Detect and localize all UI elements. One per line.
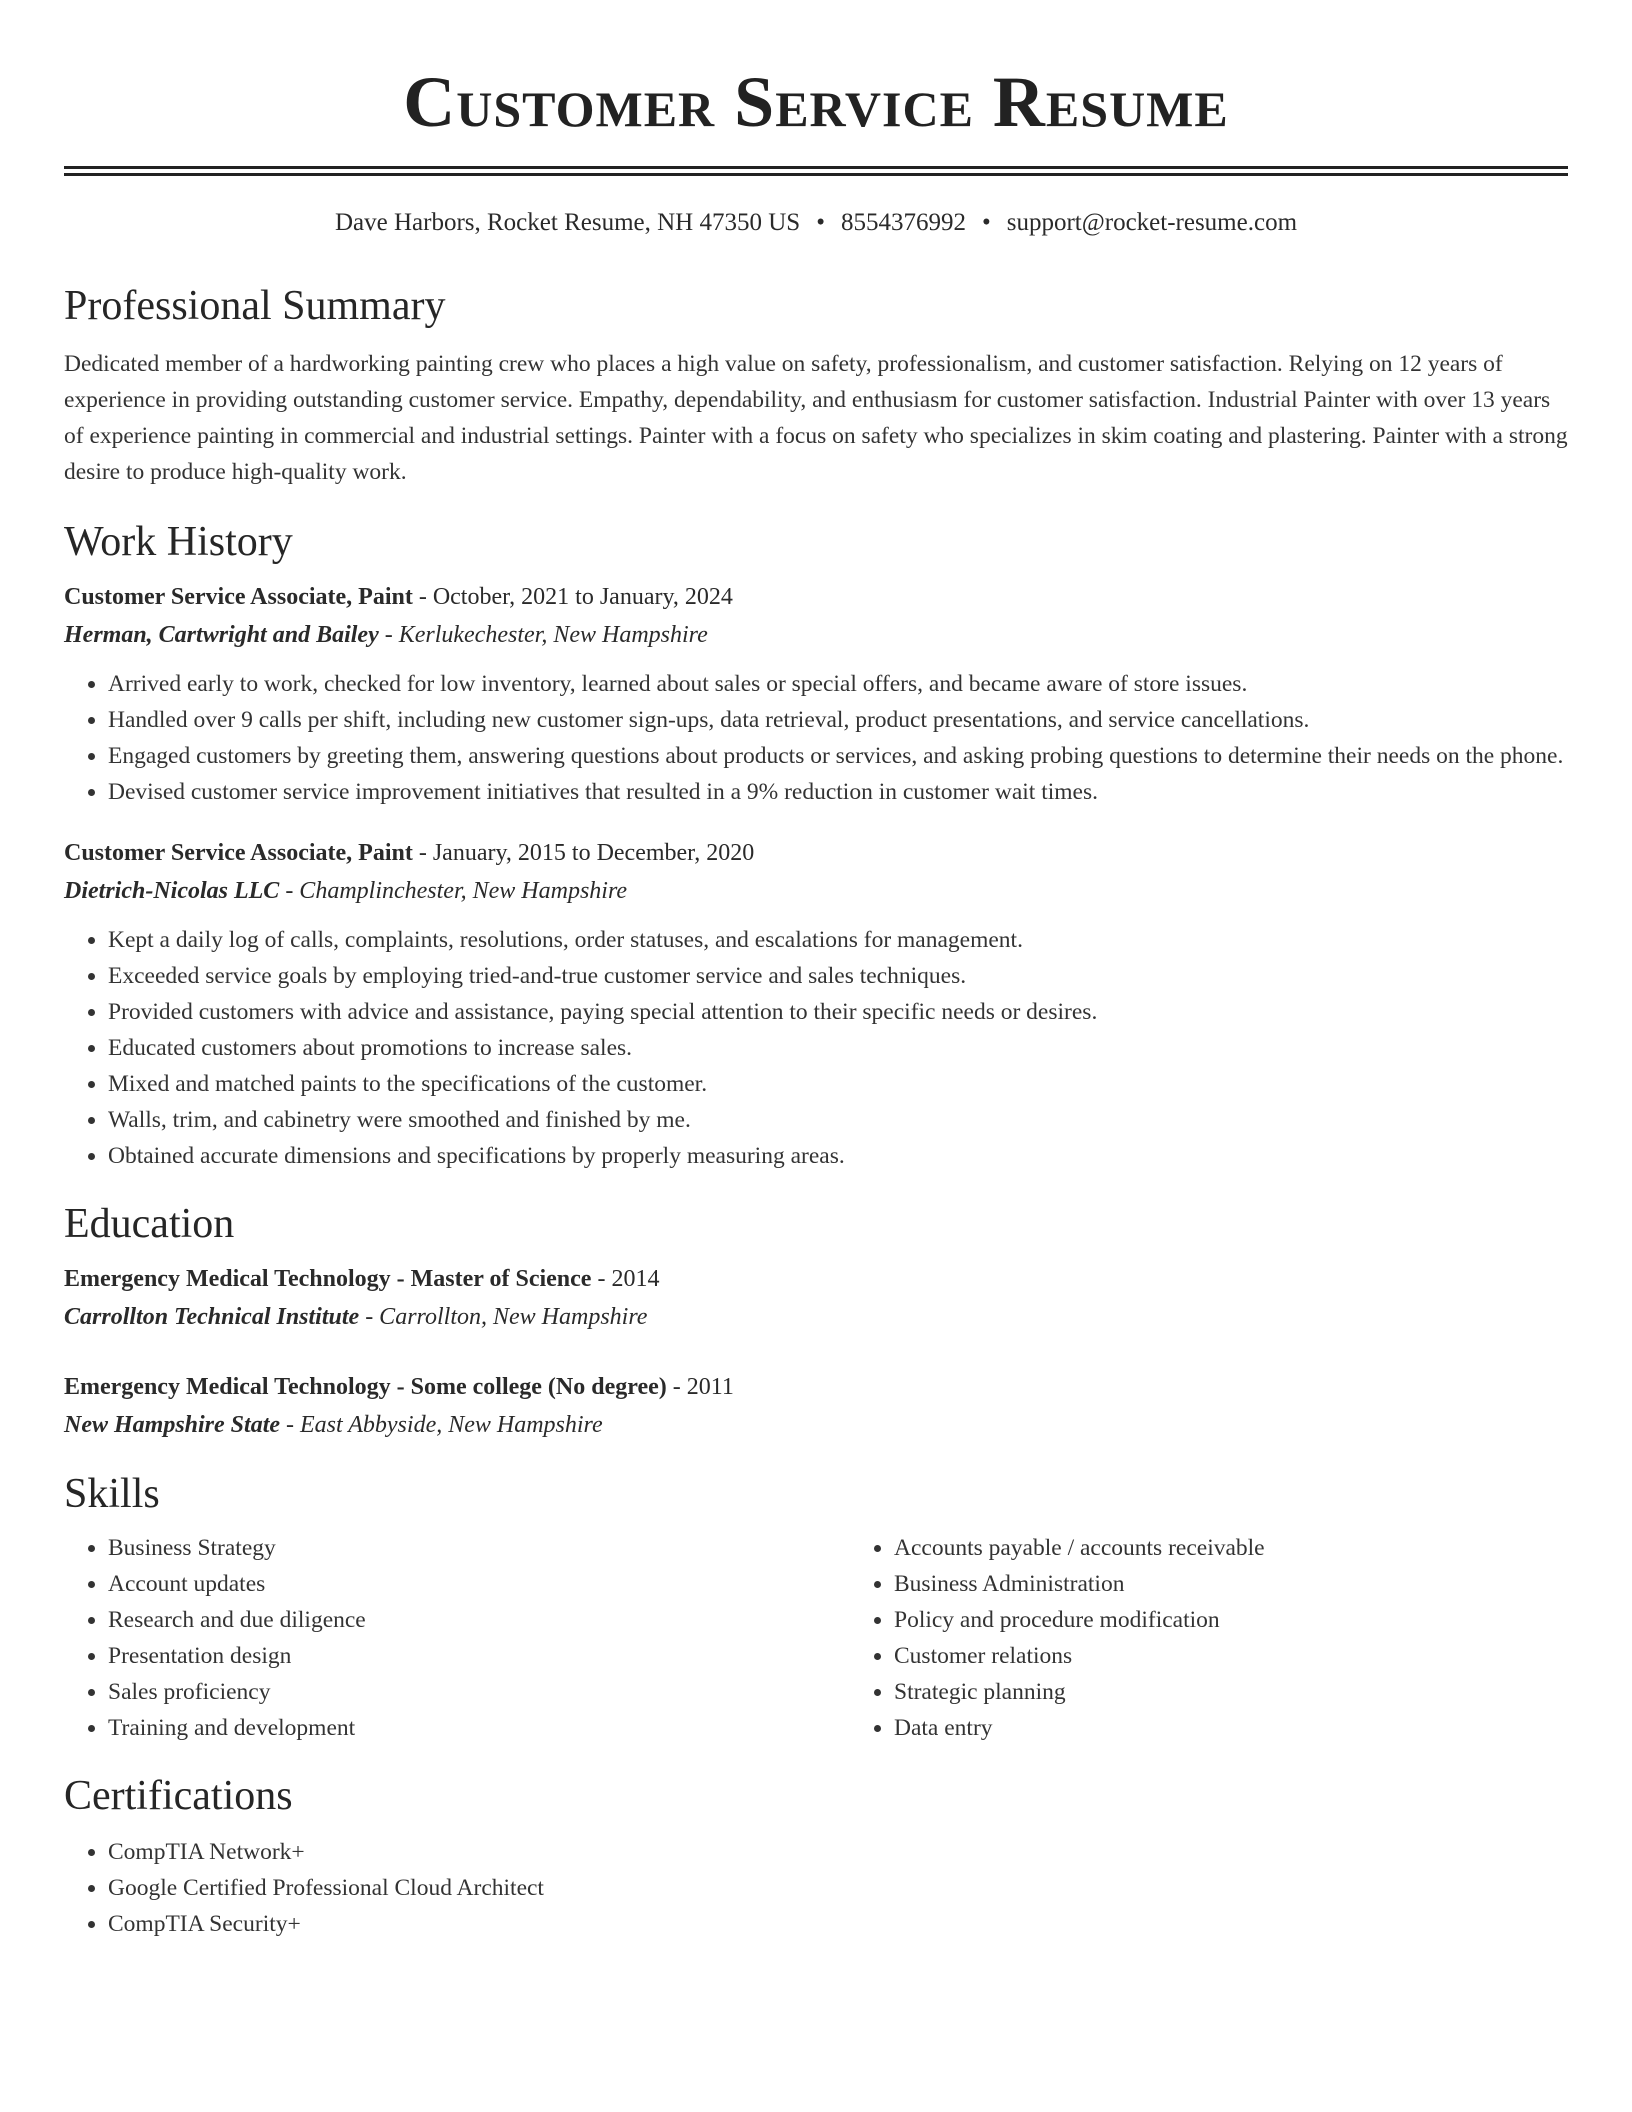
skill-item: • Presentation design [108, 1638, 850, 1674]
skills-list-right [850, 1530, 1568, 1746]
education-entry [64, 1260, 1568, 1336]
job-company: Dietrich-Nicolas LLC [64, 878, 280, 904]
job-duty: • Educated customers about promotions to increase sales. [108, 1030, 1568, 1066]
contact-line [64, 206, 1568, 240]
degree-line [64, 1368, 1568, 1406]
skill-item: • Business Strategy [108, 1530, 850, 1566]
job-duties-list [64, 666, 1568, 810]
certification-item: • CompTIA Network+ [108, 1834, 1568, 1870]
education-entry [64, 1368, 1568, 1444]
skill-item: • Accounts payable / accounts receivable [894, 1530, 1568, 1566]
job-duty: • Obtained accurate dimensions and specifications by properly measuring areas. [108, 1138, 1568, 1174]
job-company-line [64, 616, 1568, 654]
job-company-line [64, 872, 1568, 910]
school-line [64, 1406, 1568, 1444]
degree: Emergency Medical Technology - Master of Science [64, 1266, 592, 1292]
job-duties-list [64, 922, 1568, 1174]
job-entry [64, 578, 1568, 810]
degree-line [64, 1260, 1568, 1298]
job-duty: • Handled over 9 calls per shift, including new customer sign-ups, data retrieval, product presentations, and service cancellations. [108, 702, 1568, 738]
job-location: - Kerlukechester, New Hampshire [378, 622, 708, 648]
job-title-line [64, 834, 1568, 872]
skill-item: • Research and due diligence [108, 1602, 850, 1638]
skill-item: • Strategic planning [894, 1674, 1568, 1710]
job-duty: • Devised customer service improvement initiatives that resulted in a 9% reduction in customer wait times. [108, 774, 1568, 810]
skill-item: • Customer relations [894, 1638, 1568, 1674]
skill-item: • Business Administration [894, 1566, 1568, 1602]
job-duty: • Walls, trim, and cabinetry were smoothed and finished by me. [108, 1102, 1568, 1138]
work-history-heading: Work History [64, 519, 293, 565]
title-divider [64, 166, 1568, 176]
skill-item: • Data entry [894, 1710, 1568, 1746]
school-location: - East Abbyside, New Hampshire [280, 1412, 603, 1438]
job-duty: • Arrived early to work, checked for low inventory, learned about sales or special offers, and became aware of store issues. [108, 666, 1568, 702]
school-line [64, 1298, 1568, 1336]
skills-heading: Skills [64, 1471, 160, 1517]
job-company: Herman, Cartwright and Bailey [64, 622, 379, 648]
school-location: - Carrollton, New Hampshire [359, 1304, 648, 1330]
skills-list-left [64, 1530, 850, 1746]
degree-year: - 2014 [591, 1266, 660, 1292]
job-duty: • Mixed and matched paints to the specifications of the customer. [108, 1066, 1568, 1102]
degree: Emergency Medical Technology - Some college (No degree) [64, 1374, 667, 1400]
skill-item: • Training and development [108, 1710, 850, 1746]
certification-item: • Google Certified Professional Cloud Architect [108, 1870, 1568, 1906]
resume-title: Customer Service Resume [403, 62, 1229, 142]
job-location: - Champlinchester, New Hampshire [279, 878, 628, 904]
summary-text: Dedicated member of a hardworking painting crew who places a high value on safety, professionalism, and customer satisfaction. Relying on 12 years of experience in providing outstanding customer service. Empathy, dependability, and enthusiasm for customer satisfaction. Industrial Painter with over 13 years of experience painting in commercial and industrial settings. Painter with a focus on safety who specializes in skim coating and plastering. Painter with a strong desire to produce high-quality work. [64, 351, 1568, 485]
school-name: Carrollton Technical Institute [64, 1304, 360, 1330]
skill-item: • Account updates [108, 1566, 850, 1602]
job-title-line [64, 578, 1568, 616]
contact-address: Dave Harbors, Rocket Resume, NH 47350 US [334, 209, 801, 236]
contact-separator: • [981, 209, 991, 236]
job-duty: • Kept a daily log of calls, complaints, resolutions, order statuses, and escalations for management. [108, 922, 1568, 958]
skills-columns [64, 1520, 1568, 1746]
job-duty: • Provided customers with advice and assistance, paying special attention to their specific needs or desires. [108, 994, 1568, 1030]
job-duty: • Exceeded service goals by employing tried-and-true customer service and sales techniques. [108, 958, 1568, 994]
skill-item: • Sales proficiency [108, 1674, 850, 1710]
summary-heading: Professional Summary [64, 283, 446, 329]
job-title: Customer Service Associate, Paint [64, 584, 413, 610]
certifications-list [64, 1834, 1568, 1942]
certifications-heading: Certifications [64, 1773, 293, 1819]
job-dates: - October, 2021 to January, 2024 [412, 584, 733, 610]
certification-item: • CompTIA Security+ [108, 1906, 1568, 1942]
contact-phone[interactable]: 8554376992 [840, 209, 966, 236]
education-heading: Education [64, 1201, 235, 1247]
job-entry [64, 834, 1568, 1174]
job-duty: • Engaged customers by greeting them, answering questions about products or services, and asking probing questions to determine their needs on the phone. [108, 738, 1568, 774]
school-name: New Hampshire State [64, 1412, 281, 1438]
job-dates: - January, 2015 to December, 2020 [412, 840, 755, 866]
contact-separator: • [816, 209, 825, 236]
skill-item: • Policy and procedure modification [894, 1602, 1568, 1638]
contact-email[interactable]: support@rocket-resume.com [1006, 209, 1298, 236]
degree-year: - 2011 [666, 1374, 734, 1400]
job-title: Customer Service Associate, Paint [64, 840, 413, 866]
